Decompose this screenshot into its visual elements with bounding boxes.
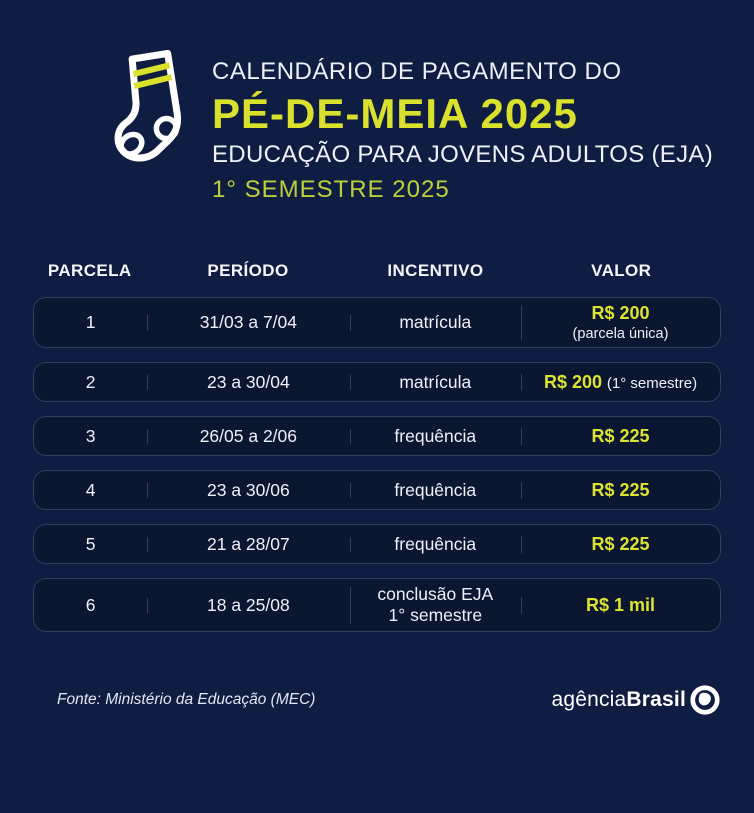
cell-periodo: 23 a 30/06 <box>147 476 349 506</box>
table-row <box>33 470 721 510</box>
valor-amount: R$ 1 mil <box>586 595 656 616</box>
cell-parcela: 6 <box>85 594 96 615</box>
cell-parcela: 5 <box>85 533 96 554</box>
table-row <box>33 524 721 564</box>
table-row <box>33 578 721 632</box>
footer <box>57 684 721 716</box>
valor-note: (1° semestre) <box>606 375 698 393</box>
cell-incentivo <box>350 580 522 632</box>
page-title: PÉ-DE-MEIA 2025 <box>212 89 578 137</box>
infographic-header <box>106 44 724 205</box>
table-row <box>33 297 721 349</box>
valor-amount: R$ 225 <box>591 534 650 555</box>
valor-note: (parcela única) <box>572 326 669 343</box>
source-note: Fonte: Ministério da Educação (MEC) <box>57 691 316 709</box>
incentivo-line1: conclusão EJA <box>377 583 494 604</box>
cell-incentivo: matrícula <box>350 368 522 398</box>
valor-amount: R$ 200 <box>543 372 602 393</box>
header-period: 1° SEMESTRE 2025 <box>212 175 450 203</box>
cell-periodo: 21 a 28/07 <box>147 530 349 560</box>
cell-parcela: 4 <box>85 479 96 500</box>
column-header-valor: VALOR <box>591 260 652 280</box>
sock-icon <box>106 44 206 186</box>
cell-incentivo: matrícula <box>350 308 522 338</box>
cell-parcela: 1 <box>85 311 96 332</box>
cell-parcela: 3 <box>85 425 96 446</box>
cell-valor <box>521 590 720 621</box>
column-header-incentivo: INCENTIVO <box>387 260 484 280</box>
column-header-periodo: PERÍODO <box>207 260 289 280</box>
valor-amount: R$ 225 <box>591 426 650 447</box>
cell-valor <box>521 529 720 560</box>
table-row <box>33 362 721 402</box>
table-header-row <box>33 261 721 281</box>
cell-parcela: 2 <box>85 371 96 392</box>
cell-periodo: 31/03 a 7/04 <box>147 308 349 338</box>
column-header-parcela: PARCELA <box>47 260 132 280</box>
payment-table <box>33 261 721 633</box>
incentivo-line2: 1° semestre <box>388 605 483 626</box>
cell-valor <box>521 475 720 506</box>
header-kicker: CALENDÁRIO DE PAGAMENTO DO <box>212 58 622 85</box>
table-row <box>33 416 721 456</box>
valor-amount: R$ 200 <box>591 302 650 323</box>
cell-valor <box>521 421 720 452</box>
cell-incentivo: frequência <box>350 422 522 452</box>
cell-periodo: 26/05 a 2/06 <box>147 422 349 452</box>
brand-text-light: agência <box>551 688 627 712</box>
cell-incentivo: frequência <box>350 476 522 506</box>
cell-periodo: 18 a 25/08 <box>147 591 349 621</box>
agencia-brasil-brand <box>551 684 721 716</box>
agencia-brasil-logo <box>689 684 721 716</box>
cell-periodo: 23 a 30/04 <box>147 368 349 398</box>
cell-valor <box>521 367 720 398</box>
valor-amount: R$ 225 <box>591 480 650 501</box>
header-subtitle: EDUCAÇÃO PARA JOVENS ADULTOS (EJA) <box>212 140 713 168</box>
brand-text-bold: Brasil <box>626 688 686 712</box>
cell-incentivo: frequência <box>350 530 522 560</box>
cell-valor <box>521 298 720 348</box>
